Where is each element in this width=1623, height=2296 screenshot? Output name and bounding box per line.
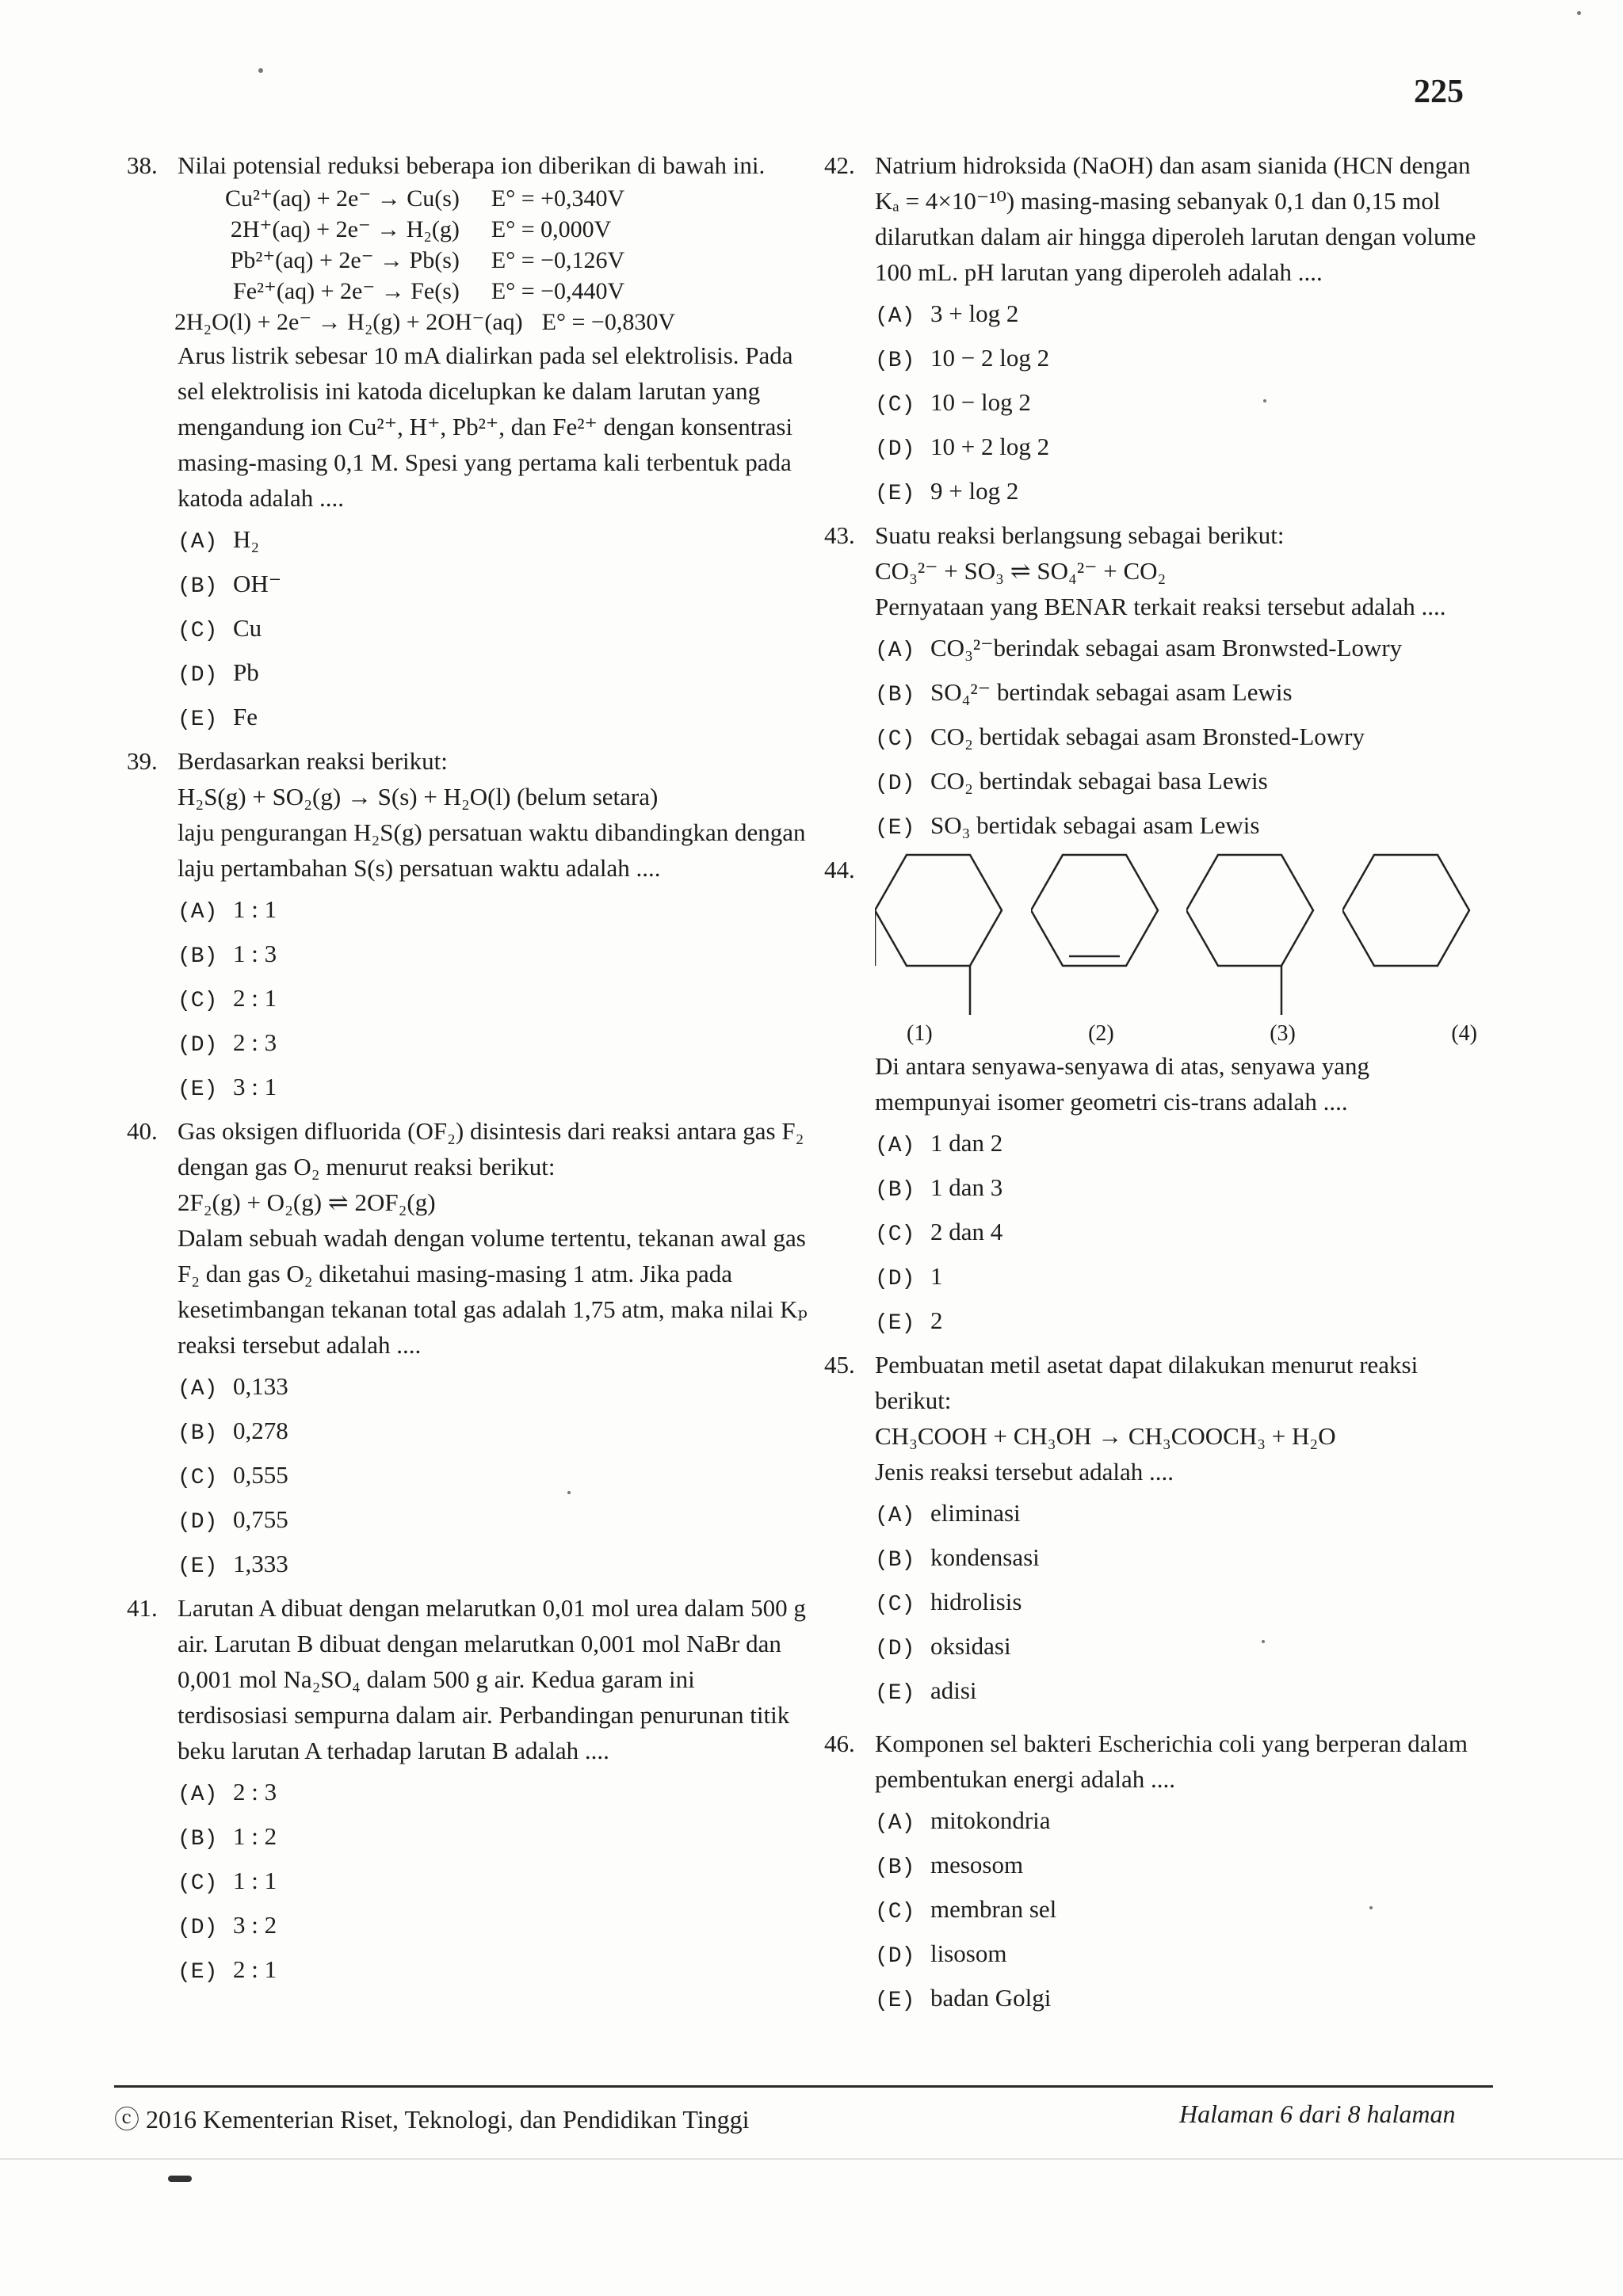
question-body: Arus listrik sebesar 10 mA dialirkan pada sel elektrolisis. Pada sel elektrolisis ini katoda dicelupkan ke dalam larutan yang mengandung ion Cu²⁺, H⁺, Pb²⁺, dan Fe²⁺ dengan konsentrasi masing-masing 0,1 M. Spesi yang pertama kali terbentuk pada katoda adalah .... bbox=[178, 341, 793, 512]
option-d[interactable] bbox=[178, 1907, 808, 1946]
option-a[interactable] bbox=[875, 1125, 1490, 1164]
option-c[interactable] bbox=[178, 1457, 808, 1496]
option-e[interactable] bbox=[178, 1069, 808, 1108]
option-text: 0,555 bbox=[233, 1461, 288, 1489]
option-c[interactable] bbox=[178, 980, 808, 1019]
option-text: CO₂ bertidak sebagai asam Bronsted-Lowry bbox=[930, 723, 1365, 750]
structure-3-methylcyclohexane bbox=[1186, 852, 1321, 1018]
option-c[interactable] bbox=[178, 1863, 808, 1901]
question-body: Natrium hidroksida (NaOH) dan asam sianida (HCN dengan Kₐ = 4×10⁻¹⁰) masing-masing sebanyak 0,1 dan 0,15 mol dilarutkan dalam air hingga diperoleh larutan dengan volume 100 mL. pH larutan yang diperoleh adalah .... bbox=[875, 151, 1476, 286]
option-text: 0,133 bbox=[233, 1372, 288, 1400]
option-b[interactable] bbox=[875, 340, 1490, 379]
option-letter: (B) bbox=[875, 1548, 915, 1573]
option-d[interactable] bbox=[178, 1024, 808, 1063]
option-text: 2 : 3 bbox=[233, 1028, 277, 1056]
option-text: 0,278 bbox=[233, 1417, 288, 1444]
question-number: 42. bbox=[824, 151, 855, 179]
reduction-potential-table-last bbox=[174, 307, 675, 338]
option-text: SO₄²⁻ bertindak sebagai asam Lewis bbox=[930, 678, 1293, 706]
option-letter: (C) bbox=[875, 1900, 915, 1924]
option-text: adisi bbox=[930, 1676, 977, 1704]
option-letter: (A) bbox=[178, 1377, 218, 1402]
option-text: 3 : 1 bbox=[233, 1073, 277, 1100]
option-letter: (E) bbox=[875, 1681, 915, 1706]
potential-value: E° = 0,000V bbox=[491, 216, 612, 242]
structure-labels bbox=[907, 1020, 1477, 1048]
footer-page-info: Halaman 6 dari 8 halaman bbox=[1179, 2100, 1456, 2128]
question-45 bbox=[824, 1347, 1490, 1711]
option-list bbox=[178, 1774, 808, 1990]
option-letter: (E) bbox=[178, 1554, 218, 1579]
option-letter: (B) bbox=[875, 349, 915, 373]
table-row bbox=[174, 307, 675, 338]
potential-value: E° = −0,440V bbox=[491, 278, 625, 304]
scan-speck bbox=[1369, 1906, 1373, 1909]
option-letter: (E) bbox=[875, 1311, 915, 1336]
option-text: 9 + log 2 bbox=[930, 477, 1019, 505]
option-text: 0,755 bbox=[233, 1505, 288, 1533]
option-text: 1 bbox=[930, 1262, 943, 1290]
option-letter: (C) bbox=[875, 393, 915, 418]
question-intro: Nilai potensial reduksi beberapa ion diberikan di bawah ini. bbox=[178, 151, 766, 179]
option-e[interactable] bbox=[178, 1951, 808, 1990]
option-letter: (A) bbox=[178, 530, 218, 555]
option-e[interactable] bbox=[875, 807, 1490, 846]
question-39 bbox=[127, 743, 808, 1108]
table-row bbox=[225, 214, 624, 245]
option-letter: (D) bbox=[178, 1916, 218, 1940]
option-d[interactable] bbox=[178, 654, 808, 693]
option-letter: (E) bbox=[178, 1077, 218, 1102]
question-number: 40. bbox=[127, 1117, 158, 1145]
option-c[interactable] bbox=[875, 384, 1490, 423]
option-e[interactable] bbox=[875, 1672, 1490, 1711]
option-letter: (B) bbox=[178, 944, 218, 969]
option-d[interactable] bbox=[875, 429, 1490, 467]
option-letter: (B) bbox=[875, 683, 915, 707]
option-c[interactable] bbox=[178, 610, 808, 649]
option-text: 1 : 3 bbox=[233, 940, 277, 967]
potential-value: E° = +0,340V bbox=[491, 185, 625, 212]
option-text: membran sel bbox=[930, 1895, 1057, 1923]
option-a[interactable] bbox=[178, 1774, 808, 1813]
option-text: kondensasi bbox=[930, 1543, 1040, 1571]
option-a[interactable] bbox=[178, 521, 808, 560]
half-reaction: Cu²⁺(aq) + 2e⁻ → Cu(s) bbox=[225, 185, 460, 212]
option-letter: (D) bbox=[875, 1944, 915, 1969]
option-b[interactable] bbox=[875, 674, 1490, 713]
option-letter: (A) bbox=[875, 1504, 915, 1528]
option-text: 2 : 1 bbox=[233, 984, 277, 1012]
reaction-equation: CH₃COOH + CH₃OH → CH₃COOCH₃ + H₂O bbox=[875, 1422, 1336, 1450]
potential-value: E° = −0,830V bbox=[541, 309, 675, 335]
option-letter: (C) bbox=[875, 1592, 915, 1617]
option-letter: (D) bbox=[178, 663, 218, 688]
option-letter: (C) bbox=[178, 619, 218, 643]
structure-4-cyclohexane bbox=[1342, 852, 1477, 1018]
structure-label: (4) bbox=[1451, 1021, 1477, 1046]
left-column bbox=[127, 147, 808, 1996]
question-number: 38. bbox=[127, 151, 158, 179]
option-letter: (D) bbox=[178, 1033, 218, 1058]
option-text: 10 + 2 log 2 bbox=[930, 433, 1050, 460]
table-row bbox=[225, 245, 624, 276]
half-reaction: 2H⁺(aq) + 2e⁻ → H₂(g) bbox=[230, 216, 460, 242]
option-letter: (D) bbox=[875, 772, 915, 796]
reduction-potential-table bbox=[225, 183, 624, 307]
question-body: Larutan A dibuat dengan melarutkan 0,01 mol urea dalam 500 g air. Larutan B dibuat dengan melarutkan 0,001 mol NaBr dan 0,001 mol Na₂SO₄ dalam 500 g air. Kedua garam ini terdisosiasi sempurna dalam air. Perbandingan penurunan titik beku larutan A terhadap larutan B adalah .... bbox=[178, 1594, 806, 1764]
option-a[interactable] bbox=[178, 1368, 808, 1407]
page-number: 225 bbox=[1414, 74, 1464, 110]
option-letter: (A) bbox=[875, 1811, 915, 1836]
option-d[interactable] bbox=[875, 1628, 1490, 1667]
question-body: Jenis reaksi tersebut adalah .... bbox=[875, 1458, 1174, 1486]
option-a[interactable] bbox=[178, 891, 808, 930]
option-letter: (D) bbox=[875, 437, 915, 462]
option-d[interactable] bbox=[875, 1258, 1490, 1297]
option-letter: (B) bbox=[178, 574, 218, 599]
option-text: lisosom bbox=[930, 1939, 1007, 1967]
scan-speck bbox=[1263, 399, 1266, 402]
question-body: Dalam sebuah wadah dengan volume tertentu, tekanan awal gas F₂ dan gas O₂ diketahui masing-masing 1 atm. Jika pada kesetimbangan tekanan total gas adalah 1,75 atm, maka nilai Kₚ reaksi tersebut adalah .... bbox=[178, 1224, 808, 1359]
question-body: Di antara senyawa-senyawa di atas, senyawa yang mempunyai isomer geometri cis-trans adalah .... bbox=[875, 1052, 1370, 1116]
option-b[interactable] bbox=[875, 1539, 1490, 1578]
scan-speck bbox=[1262, 1640, 1265, 1643]
option-text: oksidasi bbox=[930, 1632, 1011, 1660]
option-text: hidrolisis bbox=[930, 1588, 1022, 1615]
potential-value: E° = −0,126V bbox=[491, 247, 625, 273]
question-40 bbox=[127, 1113, 808, 1585]
option-letter: (C) bbox=[178, 989, 218, 1013]
option-text: badan Golgi bbox=[930, 1984, 1052, 2012]
option-text: 10 − log 2 bbox=[930, 388, 1031, 416]
option-text: Pb bbox=[233, 658, 259, 686]
question-intro: Gas oksigen difluorida (OF₂) disintesis dari reaksi antara gas F₂ dengan gas O₂ menurut reaksi berikut: bbox=[178, 1117, 804, 1180]
option-text: CO₃²⁻berindak sebagai asam Bronwsted-Lowry bbox=[930, 634, 1403, 662]
option-text: SO₃ bertidak sebagai asam Lewis bbox=[930, 811, 1260, 839]
option-b[interactable] bbox=[875, 1169, 1490, 1208]
option-list bbox=[875, 1802, 1490, 2019]
option-text: OH⁻ bbox=[233, 570, 282, 597]
option-a[interactable] bbox=[875, 630, 1490, 669]
scan-speck bbox=[258, 68, 263, 73]
option-letter: (C) bbox=[178, 1466, 218, 1490]
option-e[interactable] bbox=[875, 1302, 1490, 1341]
question-intro: Berdasarkan reaksi berikut: bbox=[178, 747, 448, 775]
structure-1-methylcyclohexane bbox=[875, 852, 1010, 1018]
reaction-equation: 2F₂(g) + O₂(g) ⇌ 2OF₂(g) bbox=[178, 1188, 436, 1216]
option-letter: (B) bbox=[875, 1178, 915, 1203]
option-b[interactable] bbox=[875, 1847, 1490, 1886]
option-text: 1 : 2 bbox=[233, 1822, 277, 1850]
option-text: 2 bbox=[930, 1306, 943, 1334]
option-letter: (B) bbox=[178, 1827, 218, 1852]
option-list bbox=[875, 1125, 1490, 1341]
option-letter: (C) bbox=[875, 1222, 915, 1247]
option-list bbox=[178, 1368, 808, 1585]
structure-row bbox=[875, 852, 1477, 1018]
option-text: mitokondria bbox=[930, 1806, 1051, 1834]
option-a[interactable] bbox=[875, 296, 1490, 334]
option-c[interactable] bbox=[875, 719, 1490, 757]
half-reaction: 2H₂O(l) + 2e⁻ → H₂(g) + 2OH⁻(aq) bbox=[174, 309, 523, 335]
option-e[interactable] bbox=[178, 1546, 808, 1585]
option-text: 2 : 1 bbox=[233, 1955, 277, 1983]
option-list bbox=[178, 891, 808, 1108]
option-letter: (B) bbox=[178, 1421, 218, 1446]
option-text: Cu bbox=[233, 614, 262, 642]
question-body: Pernyataan yang BENAR terkait reaksi tersebut adalah .... bbox=[875, 593, 1446, 620]
option-a[interactable] bbox=[875, 1495, 1490, 1534]
right-column bbox=[824, 147, 1490, 2024]
question-intro: Suatu reaksi berlangsung sebagai berikut: bbox=[875, 521, 1285, 549]
scan-edge-line bbox=[0, 2158, 1623, 2160]
question-number: 41. bbox=[127, 1594, 158, 1622]
option-letter: (E) bbox=[875, 816, 915, 841]
option-letter: (E) bbox=[178, 1960, 218, 1985]
option-letter: (A) bbox=[875, 304, 915, 329]
option-letter: (A) bbox=[178, 1783, 218, 1807]
question-number: 44. bbox=[824, 856, 855, 883]
option-list bbox=[875, 1495, 1490, 1711]
option-list bbox=[178, 521, 808, 738]
question-body: laju pengurangan H₂S(g) persatuan waktu dibandingkan dengan laju pertambahan S(s) persatuan waktu adalah .... bbox=[178, 818, 806, 882]
option-e[interactable] bbox=[875, 473, 1490, 512]
option-letter: (E) bbox=[178, 707, 218, 732]
reaction-equation: CO₃²⁻ + SO₃ ⇌ SO₄²⁻ + CO₂ bbox=[875, 557, 1167, 585]
option-letter: (E) bbox=[875, 1989, 915, 2013]
structure-label: (1) bbox=[907, 1021, 933, 1046]
option-text: 1 dan 3 bbox=[930, 1173, 1003, 1201]
option-letter: (A) bbox=[875, 1134, 915, 1158]
option-text: 1 dan 2 bbox=[930, 1129, 1003, 1157]
option-text: CO₂ bertindak sebagai basa Lewis bbox=[930, 767, 1268, 795]
option-a[interactable] bbox=[875, 1802, 1490, 1841]
question-number: 45. bbox=[824, 1351, 855, 1379]
option-letter: (A) bbox=[178, 900, 218, 925]
scan-speck bbox=[168, 2176, 192, 2182]
question-43 bbox=[824, 517, 1490, 846]
option-b[interactable] bbox=[178, 566, 808, 605]
option-text: Fe bbox=[233, 703, 258, 730]
option-c[interactable] bbox=[875, 1214, 1490, 1253]
scan-speck bbox=[1577, 11, 1581, 15]
option-letter: (B) bbox=[875, 1855, 915, 1880]
option-letter: (C) bbox=[178, 1871, 218, 1896]
table-row bbox=[225, 276, 624, 307]
question-number: 46. bbox=[824, 1730, 855, 1757]
option-letter: (D) bbox=[178, 1510, 218, 1535]
option-text: 1 : 1 bbox=[233, 895, 277, 923]
structure-label: (3) bbox=[1270, 1021, 1296, 1046]
option-d[interactable] bbox=[875, 1936, 1490, 1974]
option-text: 2 : 3 bbox=[233, 1778, 277, 1806]
option-b[interactable] bbox=[178, 1818, 808, 1857]
question-38 bbox=[127, 147, 808, 738]
structure-2-cyclohexene bbox=[1031, 852, 1166, 1018]
option-d[interactable] bbox=[178, 1501, 808, 1540]
option-e[interactable] bbox=[875, 1980, 1490, 2019]
option-letter: (E) bbox=[875, 482, 915, 506]
option-d[interactable] bbox=[875, 763, 1490, 802]
option-letter: (D) bbox=[875, 1637, 915, 1661]
option-c[interactable] bbox=[875, 1584, 1490, 1623]
option-letter: (C) bbox=[875, 727, 915, 752]
footer-divider bbox=[114, 2085, 1493, 2088]
question-42 bbox=[824, 147, 1490, 512]
option-text: 1 : 1 bbox=[233, 1867, 277, 1894]
option-text: 2 dan 4 bbox=[930, 1218, 1003, 1245]
table-row bbox=[225, 183, 624, 214]
option-c[interactable] bbox=[875, 1891, 1490, 1930]
option-text: mesosom bbox=[930, 1851, 1024, 1878]
option-text: 10 − 2 log 2 bbox=[930, 344, 1050, 372]
question-body: Komponen sel bakteri Escherichia coli yang berperan dalam pembentukan energi adalah .... bbox=[875, 1730, 1468, 1793]
structure-label: (2) bbox=[1088, 1021, 1114, 1046]
option-letter: (D) bbox=[875, 1267, 915, 1291]
option-b[interactable] bbox=[178, 1413, 808, 1451]
option-text: H₂ bbox=[233, 525, 260, 553]
reaction-equation: H₂S(g) + SO₂(g) → S(s) + H₂O(l) (belum setara) bbox=[178, 783, 659, 810]
scan-speck bbox=[567, 1491, 571, 1494]
option-text: 3 + log 2 bbox=[930, 299, 1019, 327]
option-e[interactable] bbox=[178, 699, 808, 738]
question-number: 39. bbox=[127, 747, 158, 775]
option-letter: (A) bbox=[875, 639, 915, 663]
option-text: eliminasi bbox=[930, 1499, 1021, 1527]
option-list bbox=[875, 630, 1490, 846]
option-b[interactable] bbox=[178, 936, 808, 974]
question-46 bbox=[824, 1726, 1490, 2019]
half-reaction: Fe²⁺(aq) + 2e⁻ → Fe(s) bbox=[233, 278, 460, 304]
question-44 bbox=[824, 852, 1490, 1341]
option-list bbox=[875, 296, 1490, 512]
question-number: 43. bbox=[824, 521, 855, 549]
half-reaction: Pb²⁺(aq) + 2e⁻ → Pb(s) bbox=[230, 247, 460, 273]
question-intro: Pembuatan metil asetat dapat dilakukan menurut reaksi berikut: bbox=[875, 1351, 1419, 1414]
option-text: 1,333 bbox=[233, 1550, 288, 1577]
footer-copyright: ⓒ 2016 Kementerian Riset, Teknologi, dan Pendidikan Tinggi bbox=[114, 2105, 750, 2134]
option-text: 3 : 2 bbox=[233, 1911, 277, 1939]
question-41 bbox=[127, 1590, 808, 1990]
